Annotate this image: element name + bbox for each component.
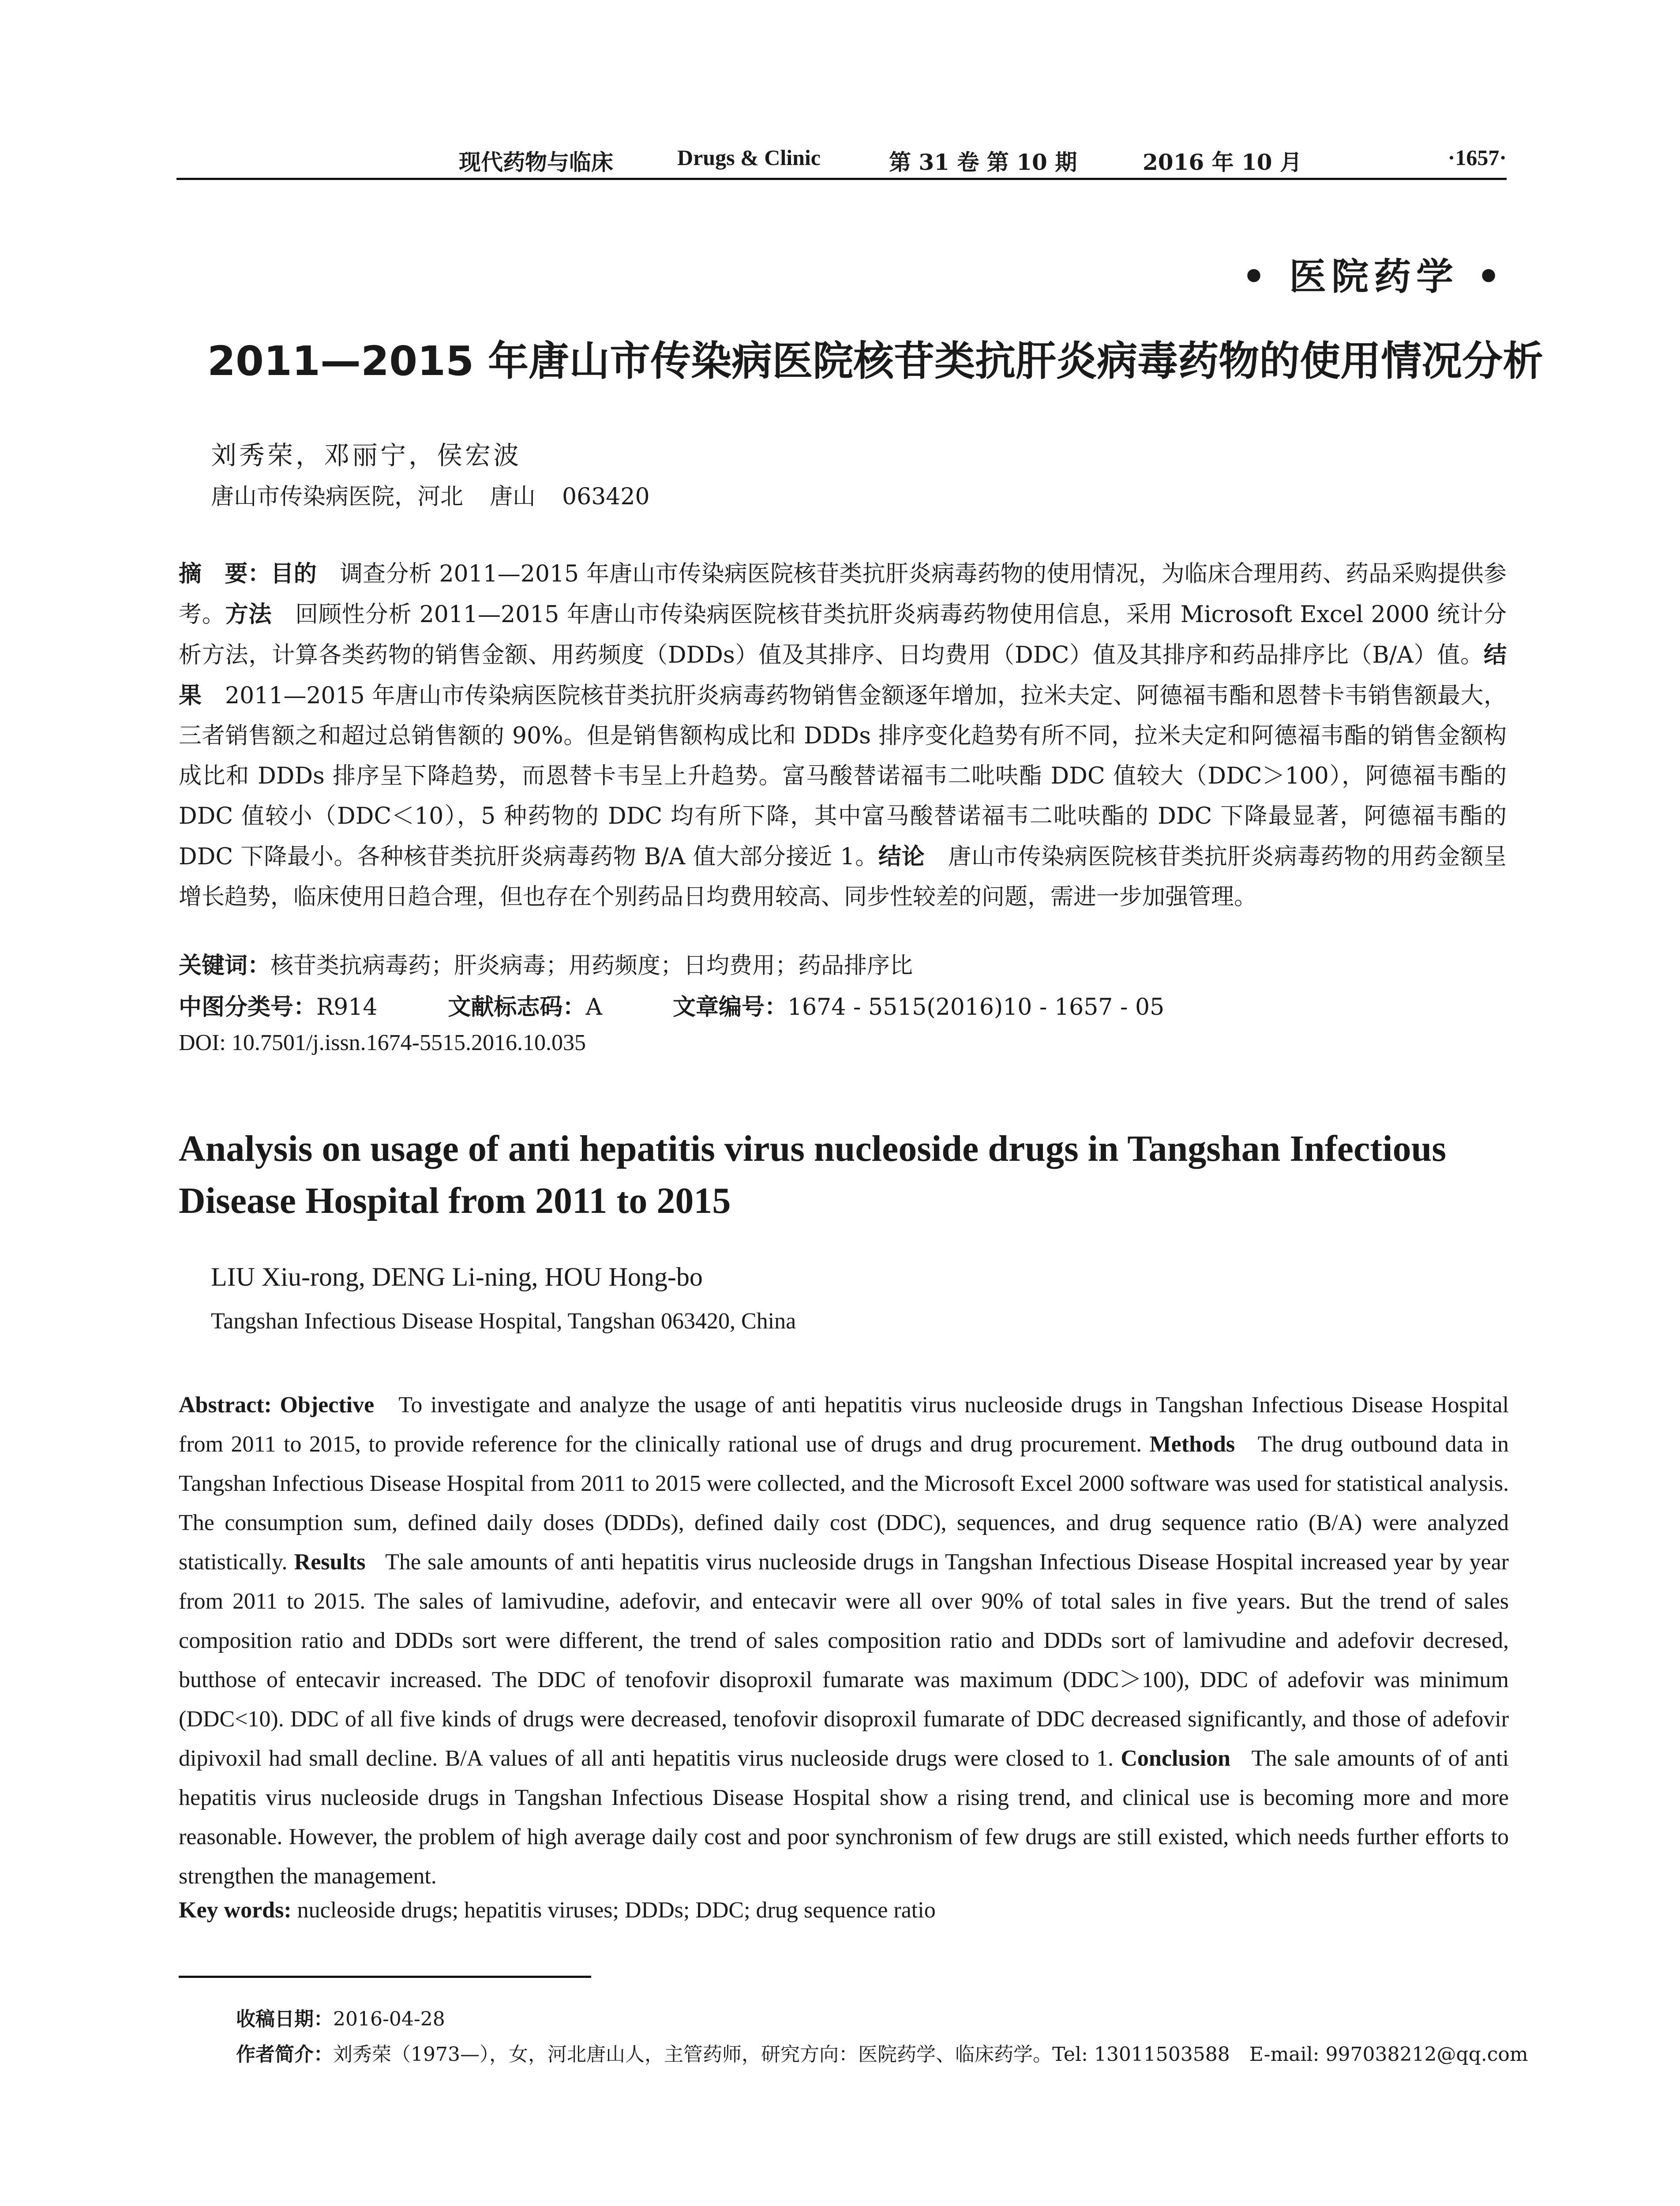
english-keywords bbox=[179, 1897, 936, 1923]
results-label: 结果 bbox=[179, 642, 1507, 709]
english-authors: LIU Xiu-rong, DENG Li-ning, HOU Hong-bo bbox=[211, 1262, 703, 1291]
en-objective-label: Objective bbox=[280, 1392, 375, 1418]
chinese-title: 2011—2015 年唐山市传染病医院核苷类抗肝炎病毒药物的使用情况分析 bbox=[207, 338, 1544, 385]
chinese-authors: 刘秀荣，邓丽宁，侯宏波 bbox=[211, 440, 522, 470]
en-keywords-label: Key words: bbox=[179, 1898, 292, 1923]
author-bio bbox=[236, 2038, 1528, 2067]
header-rule bbox=[176, 178, 1507, 180]
objective-label: 目的 bbox=[270, 560, 317, 587]
en-results-label: Results bbox=[294, 1549, 366, 1575]
abstract-label: 摘 要： bbox=[179, 560, 271, 587]
en-results-text: The sale amounts of anti hepatitis virus nucleoside drugs in Tangshan Infectious Disease Hospital increased year by year from 2011 to 2015. The sales of lamivudine, adefovir, and entecavir were all over 90% of total sales in five years. But the trend of sales composition ratio and DDDs sort were different, the trend of sales composition ratio and DDDs sort of lamivudine and adefovir decresed, butthose of entecavir increased. The DDC of tenofovir disoproxil fumarate was maximum (DDC＞100), DDC of adefovir was minimum (DDC<10). DDC of all five kinds of drugs were decreased, tenofovir disoproxil fumarate of DDC decreased significantly, and those of adefovir dipivoxil had small decline. B/A values of all anti hepatitis virus nucleoside drugs were closed to 1. bbox=[179, 1549, 1509, 1771]
conclusion-text: 唐山市传染病医院核苷类抗肝炎病毒药物的用药金额呈增长趋势，临床使用日趋合理，但也存在个别药品日均费用较高、同步性较差的问题，需进一步加强管理。 bbox=[179, 844, 1507, 910]
article-id-label: 文章编号： bbox=[673, 994, 788, 1020]
running-header bbox=[176, 140, 1507, 180]
objective-text: 调查分析 2011—2015 年唐山市传染病医院核苷类抗肝炎病毒药物的使用情况，为临床合理用药、药品采购提供参考。 bbox=[179, 561, 1507, 628]
page-number: ·1657· bbox=[1448, 145, 1507, 170]
english-title: Analysis on usage of anti hepatitis virus nucleoside drugs in Tangshan Infectious Disease Hospital from 2011 to 2015 bbox=[179, 1128, 1447, 1221]
en-abstract-label: Abstract: bbox=[179, 1392, 272, 1418]
clc-value: R914 bbox=[316, 994, 378, 1020]
chinese-abstract bbox=[179, 554, 1507, 917]
chinese-keywords bbox=[179, 947, 913, 980]
footnote-rule bbox=[179, 1976, 591, 1978]
english-abstract bbox=[179, 1385, 1509, 1896]
doi: DOI: 10.7501/j.issn.1674-5515.2016.10.035 bbox=[179, 1030, 586, 1055]
methods-text: 回顾性分析 2011—2015 年唐山市传染病医院核苷类抗肝炎病毒药物使用信息，采用 Microsoft Excel 2000 统计分析方法，计算各类药物的销售金额、用药频度（DDDs）值及其排序、日均费用（DDC）值及其排序和药品排序比（B/A）值。 bbox=[179, 601, 1507, 668]
classification-line bbox=[179, 988, 1164, 1021]
en-conclusion-text: The sale amounts of of anti hepatitis virus nucleoside drugs in Tangshan Infectious Disease Hospital show a rising trend, and clinical use is becoming more and more reasonable. However, the problem of high average daily cost and poor synchronism of few drugs are still existed, which needs further efforts to strengthen the management. bbox=[179, 1746, 1509, 1889]
doc-code-label: 文献标志码： bbox=[448, 994, 586, 1020]
en-keywords-text: nucleoside drugs; hepatitis viruses; DDDs; DDC; drug sequence ratio bbox=[297, 1898, 936, 1923]
journal-name-en: Drugs & Clinic bbox=[677, 145, 821, 170]
conclusion-label: 结论 bbox=[878, 843, 925, 870]
affiliation-city: 唐山 bbox=[490, 484, 536, 510]
chinese-affiliation bbox=[211, 478, 650, 511]
en-conclusion-label: Conclusion bbox=[1121, 1746, 1230, 1771]
section-label: • 医院药学 • bbox=[1242, 255, 1506, 298]
journal-name-cn: 现代药物与临床 bbox=[459, 149, 613, 175]
results-text: 2011—2015 年唐山市传染病医院核苷类抗肝炎病毒药物销售金额逐年增加，拉米夫定、阿德福韦酯和恩替卡韦销售额最大，三者销售额之和超过总销售额的 90%。但是销售额构成比和 DDDs 排序变化趋势有所不同，拉米夫定和阿德福韦酯的销售金额构成比和 DDDs 排序呈下降趋势，而恩替卡韦呈上升趋势。富马酸替诺福韦二吡呋酯 DDC 值较大（DDC＞100），阿德福韦酯的 DDC 值较小（DDC＜10），5 种药物的 DDC 均有所下降，其中富马酸替诺福韦二吡呋酯的 DDC 下降最显著，阿德福韦酯的 DDC 下降最小。各种核苷类抗肝炎病毒药物 B/A 值大部分接近 1。 bbox=[179, 683, 1507, 870]
received-label: 收稿日期： bbox=[236, 2008, 333, 2030]
en-objective-text: To investigate and analyze the usage of anti hepatitis virus nucleoside drugs in Tangshan Infectious Disease Hospital from 2011 to 2015, to provide reference for the clinically rational use of drugs and drug procurement. bbox=[179, 1392, 1509, 1457]
methods-label: 方法 bbox=[225, 601, 272, 628]
issue-date: 2016 年 10 月 bbox=[1143, 149, 1302, 175]
english-affiliation: Tangshan Infectious Disease Hospital, Tangshan 063420, China bbox=[211, 1309, 796, 1334]
keywords-label: 关键词： bbox=[179, 952, 271, 979]
received-date bbox=[236, 2003, 445, 2031]
received-value: 2016-04-28 bbox=[333, 2008, 445, 2030]
article-id-value: 1674 - 5515(2016)10 - 1657 - 05 bbox=[788, 994, 1165, 1020]
keywords-text: 核苷类抗病毒药；肝炎病毒；用药频度；日均费用；药品排序比 bbox=[270, 953, 913, 979]
en-methods-text: The drug outbound data in Tangshan Infectious Disease Hospital from 2011 to 2015 were collected, and the Microsoft Excel 2000 software was used for statistical analysis. The consumption sum, defined daily doses (DDDs), defined daily cost (DDC), sequences, and drug sequence ratio (B/A) were analyzed statistically. bbox=[179, 1432, 1509, 1575]
affiliation-org: 唐山市传染病医院，河北 bbox=[211, 484, 464, 510]
doc-code-value: A bbox=[585, 994, 602, 1020]
clc-label: 中图分类号： bbox=[179, 994, 317, 1020]
author-bio-text: 刘秀荣（1973—），女，河北唐山人，主管药师，研究方向：医院药学、临床药学。Tel: 13011503588 E-mail: 997038212@qq.com bbox=[333, 2043, 1528, 2066]
author-bio-label: 作者简介： bbox=[236, 2043, 333, 2066]
en-methods-label: Methods bbox=[1149, 1432, 1235, 1457]
volume-issue: 第 31 卷 第 10 期 bbox=[889, 149, 1077, 175]
affiliation-postcode: 063420 bbox=[562, 484, 650, 510]
